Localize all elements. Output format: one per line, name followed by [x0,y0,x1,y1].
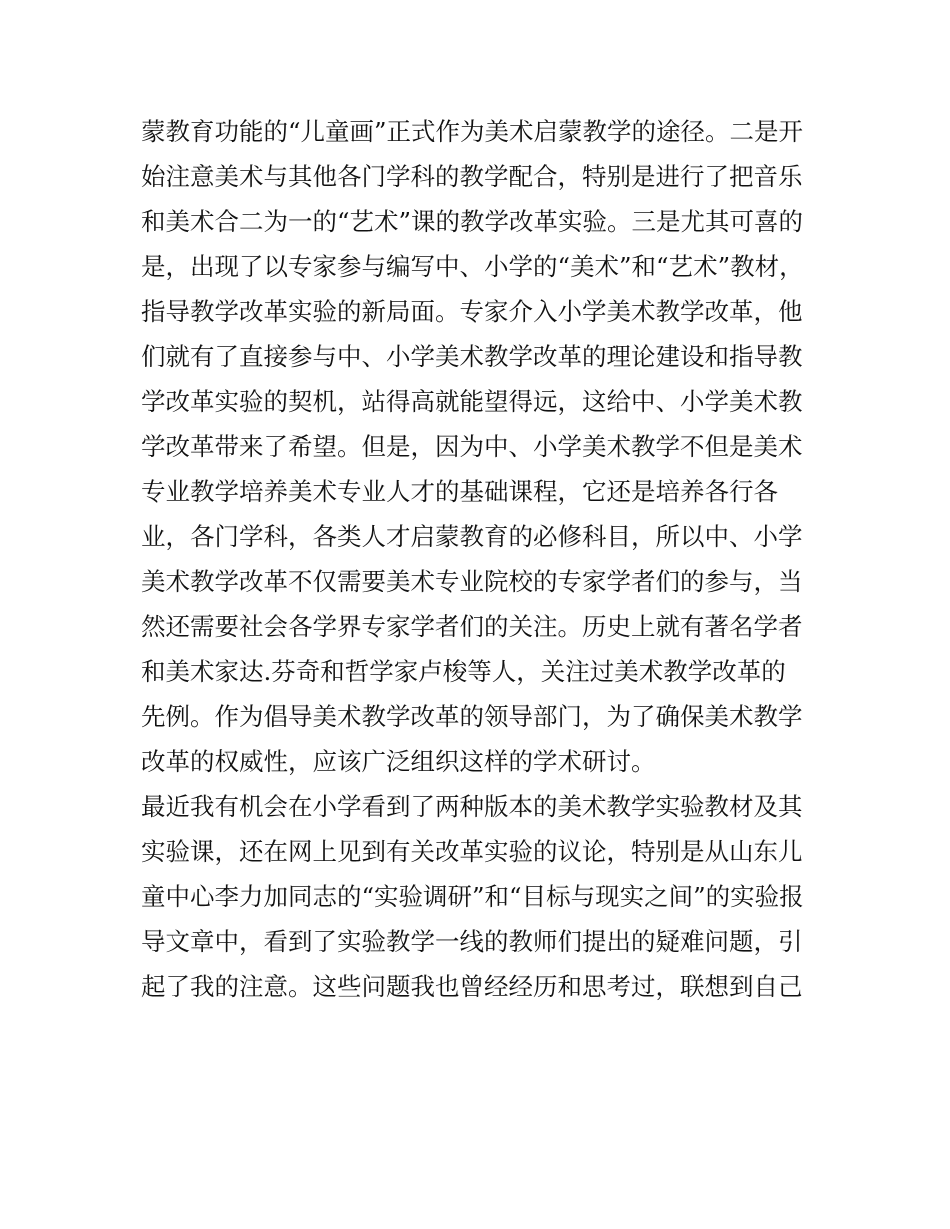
text-line: 是，出现了以专家参与编写中、小学的“美术”和“艺术”教材， [141,252,804,281]
text-line: 业，各门学科，各类人才启蒙教育的必修科目，所以中、小学 [141,522,803,551]
text-line: 指导教学改革实验的新局面。专家介入小学美术教学改革，他 [141,297,803,326]
text-line: 专业教学培养美术专业人才的基础课程，它还是培养各行各 [141,477,778,506]
body-text [141,109,821,1009]
text-line: 学改革带来了希望。但是，因为中、小学美术教学不但是美术 [141,432,803,461]
text-line: 们就有了直接参与中、小学美术教学改革的理论建设和指导教 [141,342,803,371]
text-line: 导文章中，看到了实验教学一线的教师们提出的疑难问题，引 [141,927,803,956]
text-line: 改革的权威性，应该广泛组织这样的学术研讨。 [141,747,656,776]
text-line: 起了我的注意。这些问题我也曾经经历和思考过，联想到自己 [141,972,803,1001]
text-line: 始注意美术与其他各门学科的教学配合，特别是进行了把音乐 [141,162,803,191]
text-line: 先例。作为倡导美术教学改革的领导部门，为了确保美术教学 [141,702,803,731]
text-line: 蒙教育功能的“儿童画”正式作为美术启蒙教学的途径。二是开 [141,117,804,146]
text-line: 最近我有机会在小学看到了两种版本的美术教学实验教材及其 [141,792,803,821]
text-line: 实验课，还在网上见到有关改革实验的议论，特别是从山东儿 [141,837,803,866]
text-line: 美术教学改革不仅需要美术专业院校的专家学者们的参与，当 [141,567,803,596]
text-line: 学改革实验的契机，站得高就能望得远，这给中、小学美术教 [141,387,803,416]
text-line: 童中心李力加同志的“实验调研”和“目标与现实之间”的实验报 [141,882,804,911]
text-line: 和美术家达.芬奇和哲学家卢梭等人，关注过美术教学改革的 [141,657,786,686]
text-line: 然还需要社会各学界专家学者们的关注。历史上就有著名学者 [141,612,803,641]
text-line: 和美术合二为一的“艺术”课的教学改革实验。三是尤其可喜的 [141,207,804,236]
